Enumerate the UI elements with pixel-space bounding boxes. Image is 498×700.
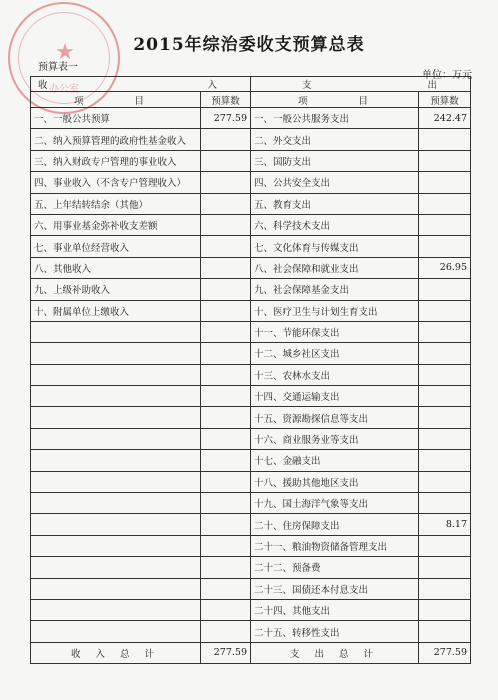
expense-value-cell — [419, 578, 471, 599]
expense-item-cell: 十六、商业服务业等支出 — [251, 428, 419, 449]
income-item-cell: 三、纳入财政专户管理的事业收入 — [31, 150, 201, 171]
expense-value-cell — [419, 471, 471, 492]
table-row — [31, 386, 471, 407]
income-value-cell — [201, 621, 251, 642]
expense-value-cell — [419, 300, 471, 321]
table-row — [31, 514, 471, 535]
table-row — [31, 279, 471, 300]
income-item-cell — [31, 321, 201, 342]
income-value-cell — [201, 407, 251, 428]
income-value-cell — [201, 172, 251, 193]
income-value-cell — [201, 279, 251, 300]
totals-row — [31, 642, 471, 663]
unit-label: 单位：万元 — [422, 70, 472, 81]
star-emblem-icon: ★ — [55, 40, 75, 65]
expense-item-cell: 二十、住房保障支出 — [251, 514, 419, 535]
budget-table — [30, 76, 471, 664]
table-row — [31, 535, 471, 556]
expense-value-cell — [419, 493, 471, 514]
income-item-cell: 一、一般公共预算 — [31, 108, 201, 129]
income-item-cell — [31, 514, 201, 535]
income-value-cell — [201, 428, 251, 449]
income-item-cell: 五、上年结转结余（其他） — [31, 193, 201, 214]
income-value-cell — [201, 514, 251, 535]
table-row — [31, 129, 471, 150]
expense-item-cell: 十三、农林水支出 — [251, 364, 419, 385]
expense-header-char-1: 支 — [302, 80, 312, 91]
expense-item-cell: 八、社会保障和就业支出 — [251, 257, 419, 278]
income-item-cell — [31, 343, 201, 364]
expense-item-cell: 二十一、粮油物资储备管理支出 — [251, 535, 419, 556]
expense-value-cell — [419, 364, 471, 385]
table-row — [31, 193, 471, 214]
expense-value-cell — [419, 621, 471, 642]
expense-item-cell: 十七、金融支出 — [251, 450, 419, 471]
income-item-cell — [31, 471, 201, 492]
expense-value-cell — [419, 407, 471, 428]
table-row — [31, 150, 471, 171]
expense-value-cell — [419, 450, 471, 471]
income-total-value: 277.59 — [201, 642, 251, 663]
expense-item-cell: 二十三、国债还本付息支出 — [251, 578, 419, 599]
expense-item-cell: 十、医疗卫生与计划生育支出 — [251, 300, 419, 321]
expense-value-cell: 242.47 — [419, 108, 471, 129]
income-budget-header: 预算数 — [201, 92, 251, 108]
expense-header-char-2: 出 — [427, 80, 437, 91]
income-value-cell — [201, 364, 251, 385]
income-item-cell — [31, 599, 201, 620]
income-value-cell — [201, 193, 251, 214]
expense-value-cell — [419, 214, 471, 235]
income-value-cell — [201, 557, 251, 578]
income-header-char-2: 入 — [207, 80, 217, 91]
expense-value-cell — [419, 129, 471, 150]
table-row — [31, 407, 471, 428]
expense-value-cell: 26.95 — [419, 257, 471, 278]
table-row — [31, 300, 471, 321]
income-value-cell — [201, 150, 251, 171]
table-row — [31, 471, 471, 492]
expense-item-cell: 五、教育支出 — [251, 193, 419, 214]
income-value-cell — [201, 493, 251, 514]
income-value-cell — [201, 599, 251, 620]
item-char-1: 项 — [298, 95, 308, 107]
expense-value-cell — [419, 150, 471, 171]
income-value-cell — [201, 471, 251, 492]
table-row — [31, 108, 471, 129]
income-item-cell — [31, 493, 201, 514]
income-value-cell — [201, 300, 251, 321]
header-row-top — [31, 77, 471, 92]
table-row — [31, 557, 471, 578]
expense-item-cell: 三、国防支出 — [251, 150, 419, 171]
income-item-cell: 二、纳入预算管理的政府性基金收入 — [31, 129, 201, 150]
expense-item-cell: 九、社会保障基金支出 — [251, 279, 419, 300]
income-item-cell: 八、其他收入 — [31, 257, 201, 278]
income-item-cell: 七、事业单位经营收入 — [31, 236, 201, 257]
income-item-cell — [31, 450, 201, 471]
expense-value-cell — [419, 193, 471, 214]
expense-item-cell: 七、文化体育与传媒支出 — [251, 236, 419, 257]
expense-value-cell — [419, 557, 471, 578]
income-value-cell — [201, 535, 251, 556]
table-row — [31, 172, 471, 193]
table-row — [31, 257, 471, 278]
table-row — [31, 578, 471, 599]
expense-item-cell: 十二、城乡社区支出 — [251, 343, 419, 364]
expense-item-cell: 十九、国土海洋气象等支出 — [251, 493, 419, 514]
table-row — [31, 214, 471, 235]
header-row-bottom — [31, 92, 471, 108]
item-char-1: 项 — [74, 95, 84, 107]
income-item-cell — [31, 557, 201, 578]
expense-value-cell — [419, 172, 471, 193]
income-value-cell — [201, 386, 251, 407]
expense-item-cell: 四、公共安全支出 — [251, 172, 419, 193]
income-item-cell: 十、附属单位上缴收入 — [31, 300, 201, 321]
expense-total-label: 支 出 总 计 — [251, 642, 419, 663]
income-item-cell — [31, 364, 201, 385]
expense-value-cell: 8.17 — [419, 514, 471, 535]
expense-value-cell — [419, 279, 471, 300]
income-item-cell — [31, 621, 201, 642]
income-header — [31, 77, 251, 92]
income-total-label: 收 入 总 计 — [31, 642, 201, 663]
expense-item-cell: 二十四、其他支出 — [251, 599, 419, 620]
table-row — [31, 621, 471, 642]
table-row — [31, 428, 471, 449]
seal-text: 办公室 — [49, 84, 79, 95]
expense-budget-header: 预算数 — [419, 92, 471, 108]
expense-item-header — [251, 92, 419, 108]
income-item-cell — [31, 578, 201, 599]
expense-item-cell: 十四、交通运输支出 — [251, 386, 419, 407]
income-value-cell — [201, 214, 251, 235]
expense-value-cell — [419, 343, 471, 364]
income-value-cell — [201, 321, 251, 342]
income-header-char-1: 收 — [38, 80, 48, 91]
expense-item-cell: 二十五、转移性支出 — [251, 621, 419, 642]
income-value-cell — [201, 257, 251, 278]
page-title: 2015年综治委收支预算总表 — [133, 35, 365, 55]
income-item-header — [31, 92, 201, 108]
expense-value-cell — [419, 599, 471, 620]
table-id-label: 预算表一 — [38, 62, 78, 73]
table-row — [31, 321, 471, 342]
income-value-cell: 277.59 — [201, 108, 251, 129]
expense-item-cell: 十一、节能环保支出 — [251, 321, 419, 342]
item-char-2: 目 — [134, 95, 145, 107]
expense-value-cell — [419, 428, 471, 449]
item-char-2: 目 — [358, 95, 369, 107]
expense-value-cell — [419, 236, 471, 257]
income-item-cell: 六、用事业基金弥补收支差额 — [31, 214, 201, 235]
expense-total-value: 277.59 — [419, 642, 471, 663]
table-row — [31, 364, 471, 385]
expense-value-cell — [419, 386, 471, 407]
table-row — [31, 599, 471, 620]
table-row — [31, 493, 471, 514]
expense-item-cell: 十八、援助其他地区支出 — [251, 471, 419, 492]
income-item-cell — [31, 428, 201, 449]
income-value-cell — [201, 450, 251, 471]
expense-item-cell: 二十二、预备费 — [251, 557, 419, 578]
income-value-cell — [201, 236, 251, 257]
expense-value-cell — [419, 321, 471, 342]
income-item-cell — [31, 386, 201, 407]
expense-header — [251, 77, 471, 92]
table-row — [31, 450, 471, 471]
expense-item-cell: 六、科学技术支出 — [251, 214, 419, 235]
income-item-cell — [31, 535, 201, 556]
income-value-cell — [201, 343, 251, 364]
income-value-cell — [201, 129, 251, 150]
table-row — [31, 343, 471, 364]
expense-item-cell: 十五、资源勘探信息等支出 — [251, 407, 419, 428]
income-value-cell — [201, 578, 251, 599]
income-item-cell: 四、事业收入（不含专户管理收入） — [31, 172, 201, 193]
table-row — [31, 236, 471, 257]
expense-item-cell: 一、一般公共服务支出 — [251, 108, 419, 129]
expense-value-cell — [419, 535, 471, 556]
income-item-cell: 九、上级补助收入 — [31, 279, 201, 300]
income-item-cell — [31, 407, 201, 428]
expense-item-cell: 二、外交支出 — [251, 129, 419, 150]
